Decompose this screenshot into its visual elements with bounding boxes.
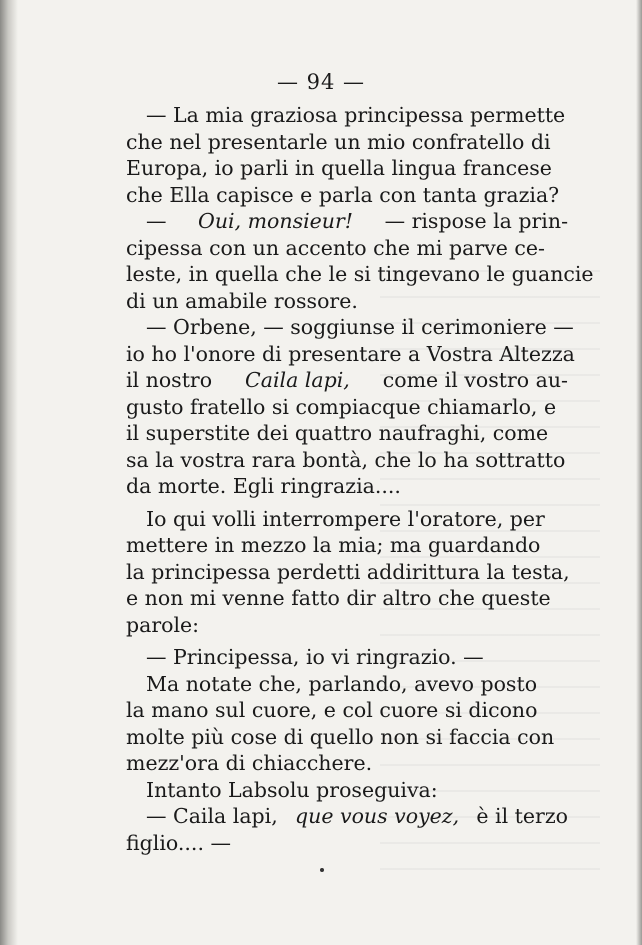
text-line: [126, 803, 568, 830]
line-text: leste, in quella che le si tingevano le guancie: [126, 262, 594, 286]
text-line: [126, 155, 568, 182]
line-text: da morte. Egli ringrazia....: [126, 474, 401, 498]
line-text: — Caila lapi,: [146, 804, 278, 828]
text-line: [126, 367, 568, 394]
line-text: — rispose la prin-: [384, 209, 568, 233]
page-number: — 94 —: [276, 70, 366, 94]
text-line: [126, 182, 568, 209]
line-text: Io qui volli interrompere l'oratore, per: [146, 506, 545, 531]
text-line: [126, 697, 568, 724]
text-line: [126, 102, 568, 129]
line-text: — Principessa, io vi ringrazio. —: [146, 645, 484, 669]
line-text: di un amabile rossore.: [126, 288, 358, 313]
text-line: [126, 288, 568, 315]
text-line: [126, 750, 568, 777]
text-line: [126, 559, 568, 586]
line-text: gusto fratello si compiacque chiamarlo, e: [126, 394, 557, 419]
line-text: molte più cose di quello non si faccia con: [126, 724, 555, 749]
line-text: Intanto Labsolu proseguiva:: [146, 777, 438, 802]
line-text: è il terzo: [476, 804, 568, 828]
text-line: [126, 830, 568, 857]
line-text: il superstite dei quattro naufraghi, come: [126, 421, 549, 445]
line-text: —: [146, 209, 167, 233]
italic-phrase: Caila lapi,: [245, 368, 350, 392]
text-line: [126, 777, 568, 804]
line-text: la mano sul cuore, e col cuore si dicono: [126, 698, 538, 722]
text-line: [126, 532, 568, 559]
text-line: [126, 235, 568, 262]
page-edge: [636, 0, 642, 945]
italic-phrase: que vous voyez,: [295, 804, 460, 828]
text-line: [126, 394, 568, 421]
italic-phrase: Oui, monsieur!: [198, 209, 354, 233]
line-text: il nostro: [126, 368, 213, 392]
text-line: [126, 314, 574, 341]
text-line: [126, 724, 568, 751]
line-text: parole:: [126, 612, 200, 637]
text-line: [126, 644, 568, 671]
line-text: mettere in mezzo la mia; ma guardando: [126, 533, 541, 557]
line-text: che nel presentarle un mio confratello di: [126, 129, 551, 154]
line-text: e non mi venne fatto dir altro che queste: [126, 586, 551, 610]
printer-mark: [320, 868, 324, 872]
line-text: — La mia graziosa principessa permette: [146, 103, 566, 127]
text-line: [126, 420, 568, 447]
text-line: [126, 671, 568, 698]
text-line: [126, 585, 568, 612]
line-text: come il vostro au-: [382, 368, 568, 392]
binding-shadow: [0, 0, 18, 945]
body-text: [126, 102, 594, 856]
text-line: [126, 261, 594, 288]
line-text: io ho l'onore di presentare a Vostra Altezza: [126, 341, 575, 366]
line-text: figlio.... —: [126, 830, 231, 855]
text-line: [126, 506, 568, 533]
text-line: [126, 473, 568, 500]
text-line: [126, 447, 568, 474]
line-text: la principessa perdetti addirittura la testa,: [126, 559, 570, 584]
line-text: Europa, io parli in quella lingua francese: [126, 156, 552, 180]
line-text: che Ella capisce e parla con tanta grazia?: [126, 182, 560, 207]
text-line: [126, 612, 568, 639]
line-text: sa la vostra rara bontà, che lo ha sottratto: [126, 447, 566, 472]
text-line: [126, 208, 568, 235]
line-text: cipessa con un accento che mi parve ce-: [126, 235, 545, 260]
line-text: — Orbene, — soggiunse il cerimoniere —: [146, 315, 574, 339]
line-text: Ma notate che, parlando, avevo posto: [146, 671, 538, 696]
text-line: [126, 341, 575, 368]
line-text: mezz'ora di chiacchere.: [126, 751, 373, 775]
text-line: [126, 129, 568, 156]
